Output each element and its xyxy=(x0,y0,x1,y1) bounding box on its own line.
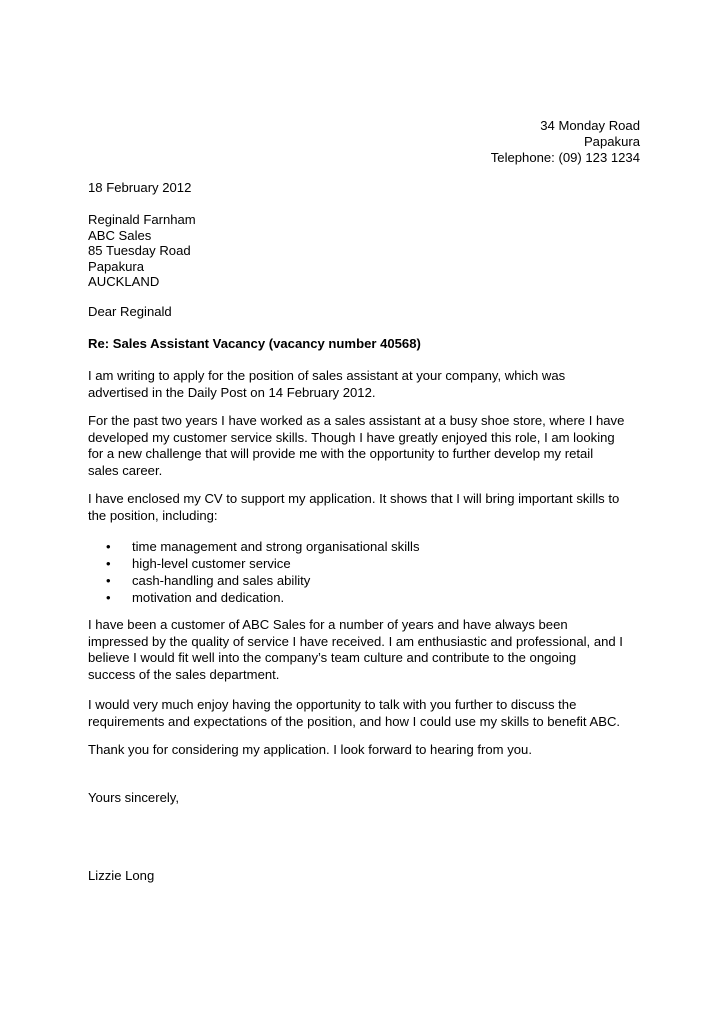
recipient-city: AUCKLAND xyxy=(88,274,160,289)
sender-telephone: Telephone: (09) 123 1234 xyxy=(490,150,640,165)
recipient-company: ABC Sales xyxy=(88,227,152,243)
paragraph-cv: I have enclosed my CV to support my application. It shows that I will bring important skills to the position, including: xyxy=(88,491,620,523)
salutation: Dear Reginald xyxy=(88,304,172,319)
recipient-street: 85 Tuesday Road xyxy=(88,243,191,258)
recipient-address xyxy=(88,212,644,290)
paragraph-customer: I have been a customer of ABC Sales for a number of years and have always been impressed by the quality of service I have received. I am enthusiastic and professional, and I believe I would fit well into the company’s team culture and contribute to the ongoing success of the sales department. xyxy=(88,617,623,682)
subject-line: Re: Sales Assistant Vacancy (vacancy number 40568) xyxy=(88,336,421,351)
skills-list xyxy=(88,538,420,606)
list-item: • high-level customer service xyxy=(106,556,291,571)
paragraph-thanks: Thank you for considering my application. I look forward to hearing from you. xyxy=(88,742,532,757)
letter-date: 18 February 2012 xyxy=(88,180,192,195)
paragraph-experience: For the past two years I have worked as a sales assistant at a busy shoe store, where I have developed my customer service skills. Though I have greatly enjoyed this role, I am looking for a new challenge that will provide me with the opportunity to further develop my retail sales career. xyxy=(88,413,625,478)
sender-street: 34 Monday Road xyxy=(540,118,640,133)
signature-name: Lizzie Long xyxy=(88,868,155,883)
paragraph-opportunity: I would very much enjoy having the opportunity to talk with you further to discuss the requirements and expectations of the position, and how I could use my skills to benefit ABC. xyxy=(88,697,621,729)
list-item: • time management and strong organisational skills xyxy=(106,539,420,554)
sender-town: Papakura xyxy=(583,134,640,149)
recipient-name: Reginald Farnham xyxy=(88,212,196,227)
bullet-icon: • xyxy=(106,556,111,571)
list-item: • cash-handling and sales ability xyxy=(106,573,311,588)
recipient-town: Papakura xyxy=(88,258,145,274)
bullet-icon: • xyxy=(106,539,111,554)
paragraph-intro: I am writing to apply for the position of sales assistant at your company, which was advertised in the Daily Post on 14 February 2012. xyxy=(88,368,566,400)
bullet-icon: • xyxy=(106,590,111,605)
closing: Yours sincerely, xyxy=(88,790,179,805)
sender-address xyxy=(491,118,640,166)
list-item: • motivation and dedication. xyxy=(106,590,285,605)
bullet-icon: • xyxy=(106,573,111,588)
